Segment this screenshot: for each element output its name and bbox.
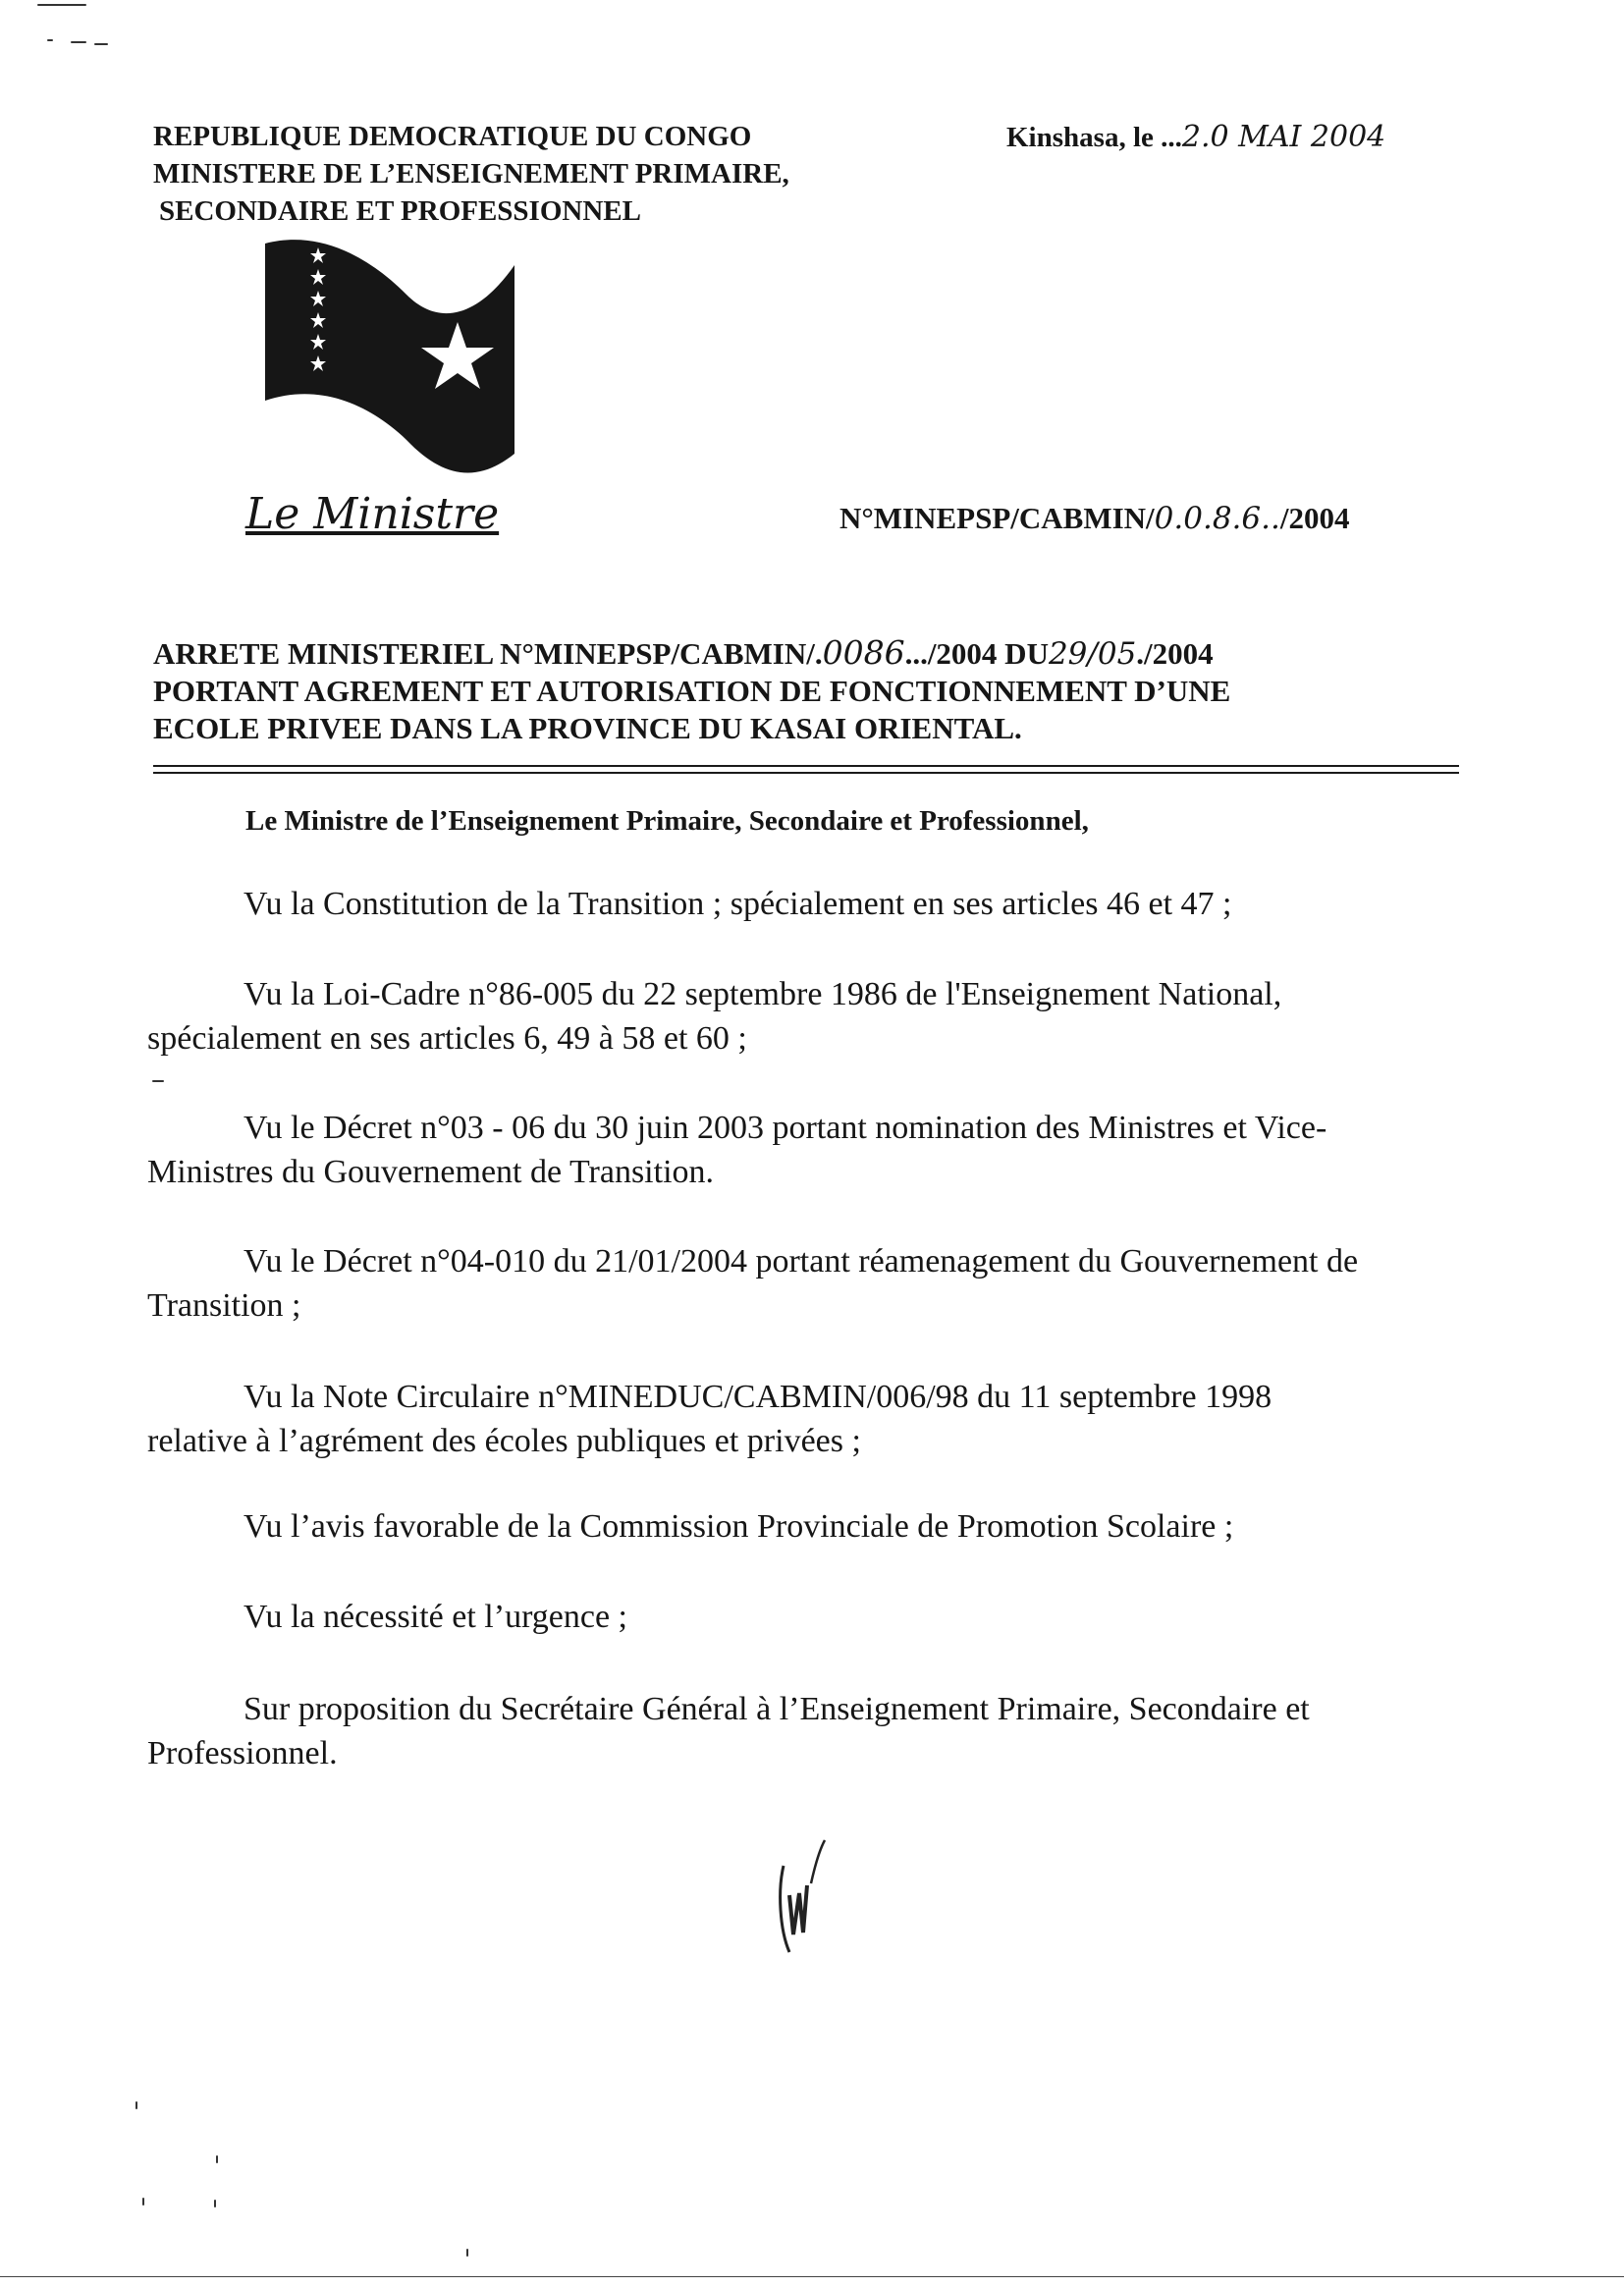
scan-edge-line — [0, 2276, 1624, 2277]
recital-note-circulaire: Vu la Note Circulaire n°MINEDUC/CABMIN/006/98 du 11 septembre 1998 relative à l’agrément des écoles publiques et privées ; — [147, 1379, 1272, 1459]
recital-urgence: Vu la nécessité et l’urgence ; — [244, 1599, 627, 1635]
scan-mark — [94, 43, 108, 45]
title-divider — [153, 772, 1459, 774]
decree-title-line2: PORTANT AGREMENT ET AUTORISATION DE FONCTIONNEMENT D’UNE — [153, 674, 1231, 708]
decree-title — [153, 634, 1230, 747]
recital-avis-commission: Vu l’avis favorable de la Commission Provinciale de Promotion Scolaire ; — [244, 1508, 1234, 1545]
place-date: Kinshasa, le ...2.0 MAI 2004 — [1006, 120, 1386, 154]
decree-title-line3: ECOLE PRIVEE DANS LA PROVINCE DU KASAI ORIENTAL. — [153, 711, 1022, 745]
flag-of-drc-icon — [259, 236, 518, 475]
scan-mark — [142, 2198, 144, 2205]
ministry-name-line1: MINISTERE DE L’ENSEIGNEMENT PRIMAIRE, — [153, 158, 789, 190]
scan-mark — [152, 1080, 164, 1082]
scan-mark — [37, 4, 86, 6]
scan-mark — [216, 2155, 218, 2163]
preamble-intro: Le Ministre de l’Enseignement Primaire, Secondaire et Professionnel, — [245, 805, 1089, 837]
handwritten-reference-number: 0.0.8.6.. — [1154, 501, 1280, 536]
recital-decret-2003: Vu le Décret n°03 - 06 du 30 juin 2003 portant nomination des Ministres et Vice- Ministres du Gouvernement de Transition. — [147, 1110, 1327, 1190]
handwritten-decree-date: 29/05 — [1048, 636, 1137, 672]
recital-loi-cadre: Vu la Loi-Cadre n°86-005 du 22 septembre 1986 de l'Enseignement National, spécialement en ses articles 6, 49 à 58 et 60 ; — [147, 976, 1282, 1057]
scan-mark — [71, 41, 86, 43]
country-name: REPUBLIQUE DEMOCRATIQUE DU CONGO — [153, 121, 752, 152]
decree-title-line1: ARRETE MINISTERIEL N°MINEPSP/CABMIN/.0086.../2004 DU29/05./2004 — [153, 633, 1214, 672]
reference-number: N°MINEPSP/CABMIN/0.0.8.6../2004 — [839, 501, 1350, 536]
title-divider — [153, 765, 1459, 767]
recital-constitution: Vu la Constitution de la Transition ; spécialement en ses articles 46 et 47 ; — [244, 886, 1232, 922]
place-date-label: Kinshasa, le — [1006, 122, 1154, 153]
handwritten-decree-number: 0086 — [822, 633, 905, 672]
scan-mark — [466, 2249, 468, 2257]
scan-mark — [135, 2101, 137, 2109]
handwritten-signatory: Le Ministre — [245, 489, 500, 539]
scan-mark — [214, 2200, 216, 2207]
handwritten-initials — [766, 1836, 844, 1964]
recital-proposition: Sur proposition du Secrétaire Général à l’Enseignement Primaire, Secondaire et Professionnel. — [147, 1691, 1310, 1771]
scan-mark — [47, 39, 53, 41]
handwritten-date: 2.0 MAI 2004 — [1181, 120, 1386, 154]
recital-decret-2004: Vu le Décret n°04-010 du 21/01/2004 portant réamenagement du Gouvernement de Transition ; — [147, 1243, 1359, 1324]
ministry-name-line2: SECONDAIRE ET PROFESSIONNEL — [159, 195, 641, 227]
